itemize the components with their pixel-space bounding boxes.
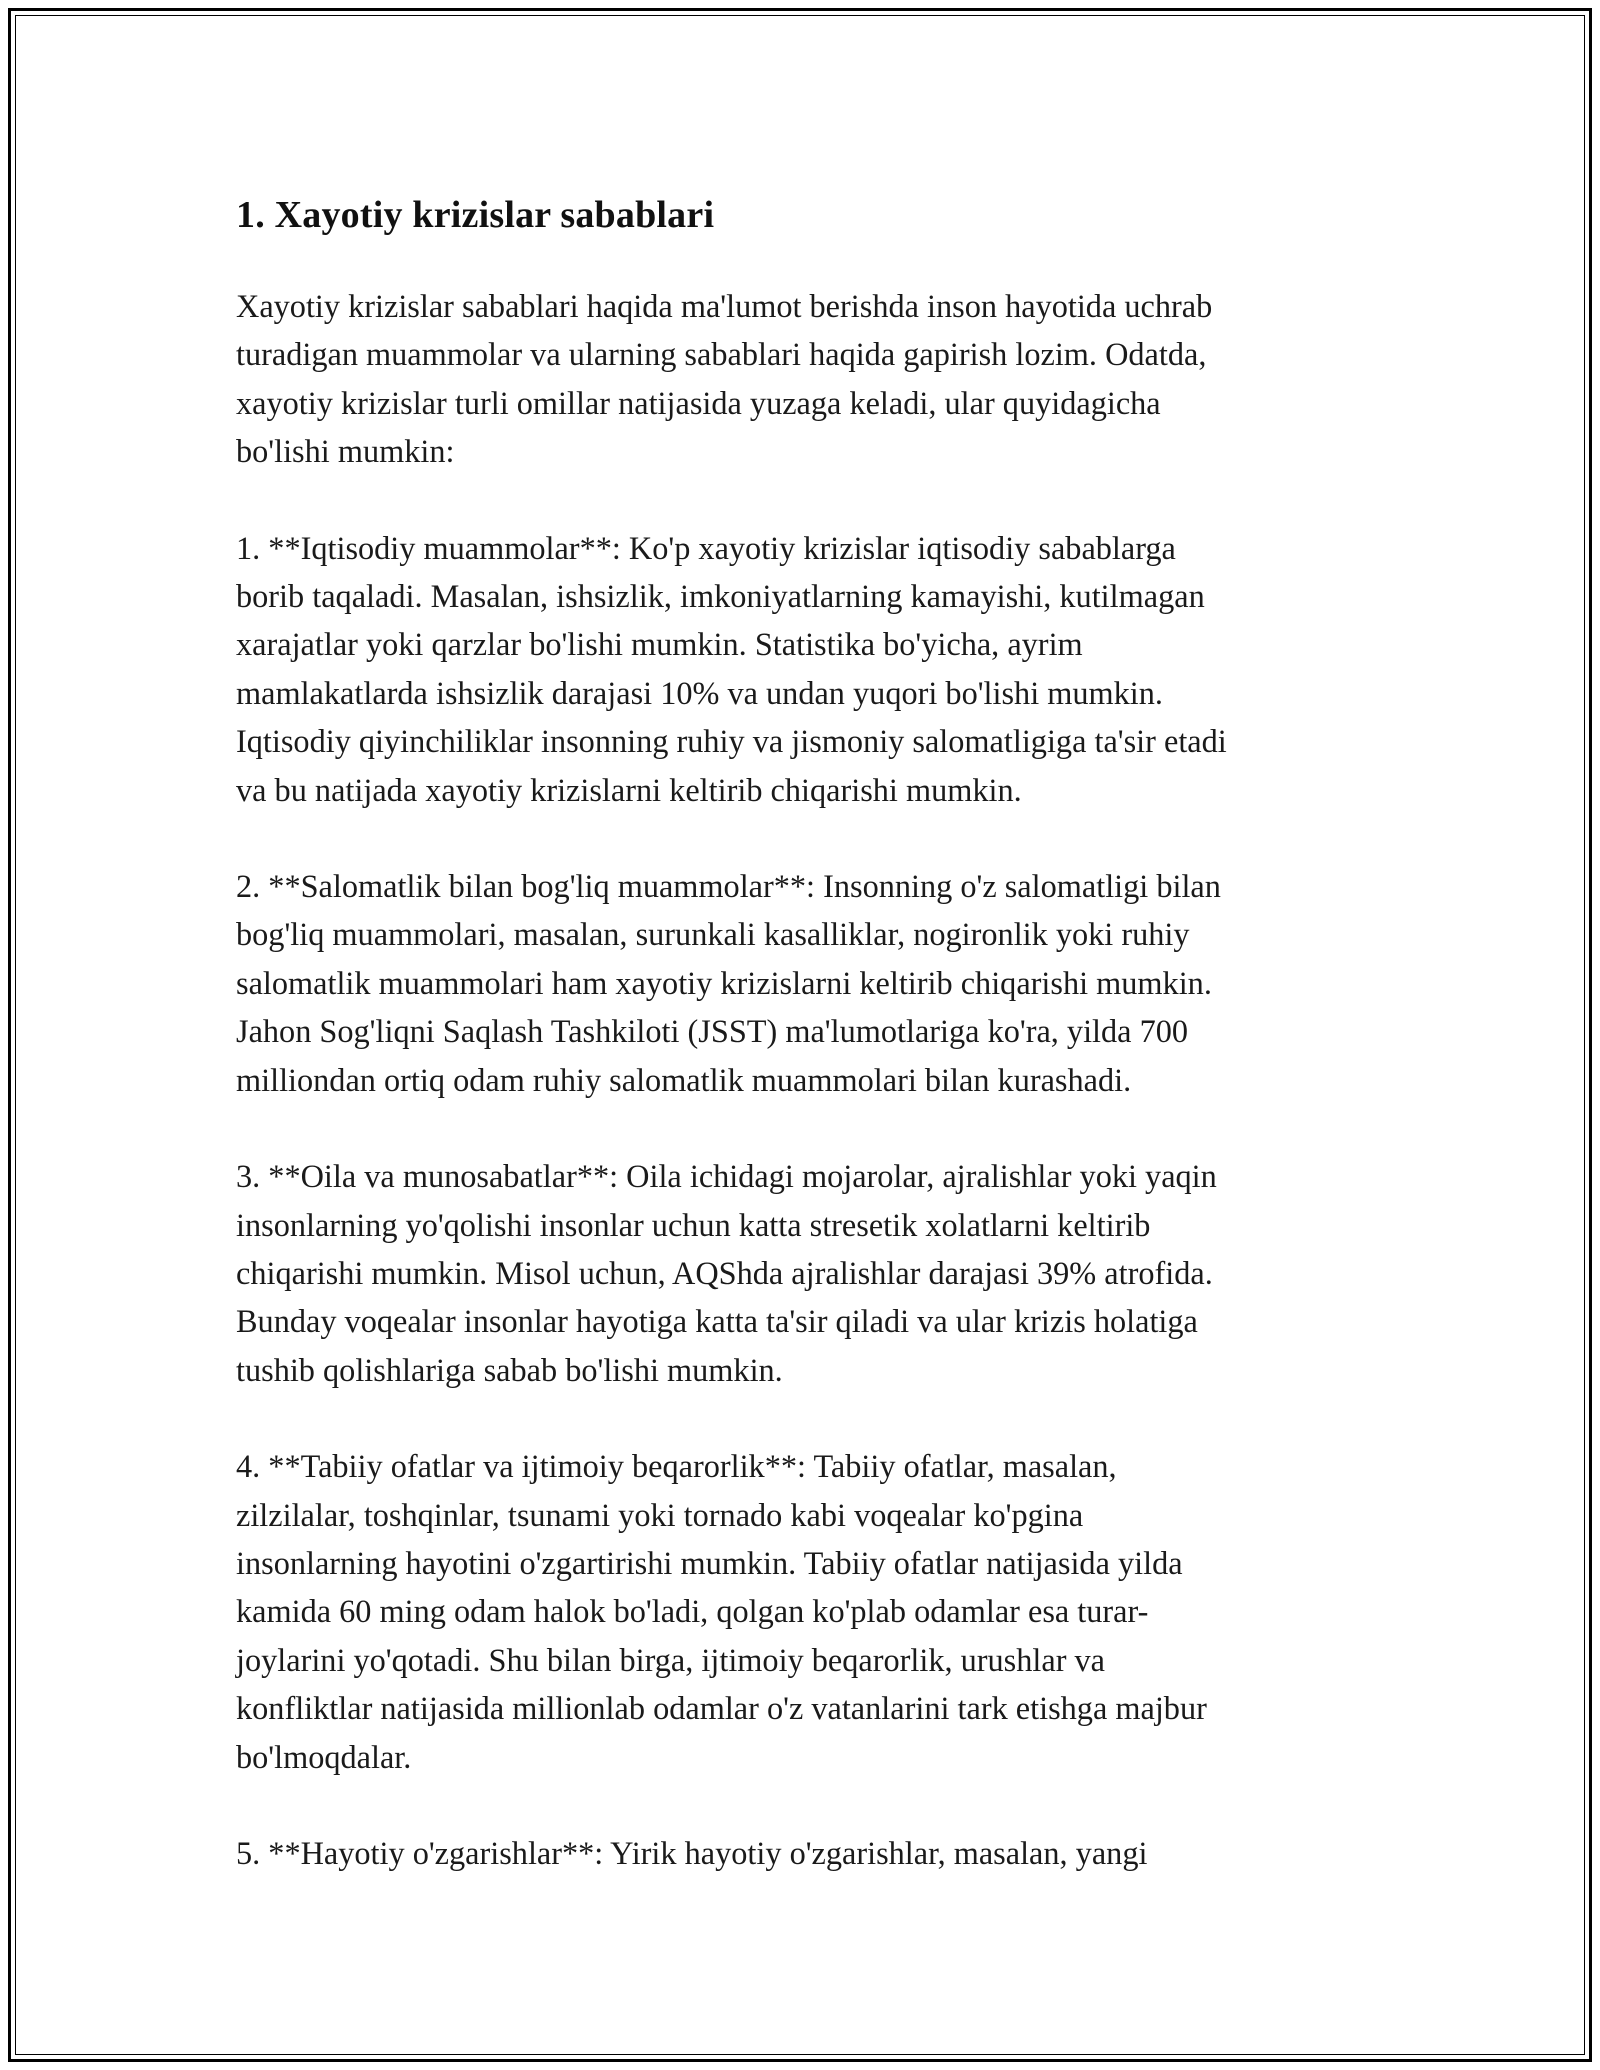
text-line: Jahon Sog'liqni Saqlash Tashkiloti (JSST) ma'lumotlariga ko'ra, yilda 700 [236,1013,1189,1050]
intro-paragraph [236,282,1376,476]
text-line: xarajatlar yoki qarzlar bo'lishi mumkin. Statistika bo'yicha, ayrim [236,626,1083,663]
text-line: bog'liq muammolari, masalan, surunkali kasalliklar, nogironlik yoki ruhiy [236,916,1190,953]
text-line: konfliktlar natijasida millionlab odamlar o'z vatanlarini tark etishga majbur [236,1690,1207,1727]
text-line: salomatlik muammolari ham xayotiy krizislarni keltirib chiqarishi mumkin. [236,964,1212,1001]
text-line: va bu natijada xayotiy krizislarni keltirib chiqarishi mumkin. [236,771,1022,808]
text-line: bo'lishi mumkin: [236,433,455,470]
text-line: tushib qolishlariga sabab bo'lishi mumkin. [236,1351,783,1388]
text-line: 2. **Salomatlik bilan bog'liq muammolar**: Insonning o'z salomatligi bilan [236,868,1221,905]
text-line: turadigan muammolar va ularning sabablari haqida gapirish lozim. Odatda, [236,336,1207,373]
text-line: borib taqaladi. Masalan, ishsizlik, imkoniyatlarning kamayishi, kutilmagan [236,578,1205,615]
item-5-paragraph [236,1829,1376,1877]
text-line: 1. **Iqtisodiy muammolar**: Ko'p xayotiy krizislar iqtisodiy sabablarga [236,529,1176,566]
text-line: insonlarning yo'qolishi insonlar uchun katta stresetik xolatlarni keltirib [236,1206,1151,1243]
text-line: 3. **Oila va munosabatlar**: Oila ichidagi mojarolar, ajralishlar yoki yaqin [236,1158,1217,1195]
document-body [236,186,1376,1925]
item-3-paragraph [236,1152,1376,1394]
text-line: insonlarning hayotini o'zgartirishi mumkin. Tabiiy ofatlar natijasida yilda [236,1544,1183,1581]
text-line: chiqarishi mumkin. Misol uchun, AQShda ajralishlar darajasi 39% atrofida. [236,1254,1213,1291]
text-line: kamida 60 ming odam halok bo'ladi, qolgan ko'plab odamlar esa turar- [236,1593,1149,1630]
item-2-paragraph [236,862,1376,1104]
text-line: Xayotiy krizislar sabablari haqida ma'lumot berishda inson hayotida uchrab [236,288,1213,324]
section-heading: 1. Xayotiy krizislar sabablari [236,194,715,236]
text-line: 4. **Tabiiy ofatlar va ijtimoiy beqarorlik**: Tabiiy ofatlar, masalan, [236,1448,1117,1485]
text-line: Bunday voqealar insonlar hayotiga katta ta'sir qiladi va ular krizis holatiga [236,1303,1198,1340]
text-line: Iqtisodiy qiyinchiliklar insonning ruhiy va jismoniy salomatligiga ta'sir etadi [236,723,1227,760]
text-line: zilzilalar, toshqinlar, tsunami yoki tornado kabi voqealar ko'pgina [236,1496,1084,1533]
text-line: joylarini yo'qotadi. Shu bilan birga, ijtimoiy beqarorlik, urushlar va [236,1641,1106,1678]
text-line: milliondan ortiq odam ruhiy salomatlik muammolari bilan kurashadi. [236,1061,1132,1098]
text-line: 5. **Hayotiy o'zgarishlar**: Yirik hayotiy o'zgarishlar, masalan, yangi [236,1834,1148,1871]
text-line: xayotiy krizislar turli omillar natijasida yuzaga keladi, ular quyidagicha [236,384,1161,421]
text-line: bo'lmoqdalar. [236,1738,412,1775]
item-4-paragraph [236,1442,1376,1781]
text-line: mamlakatlarda ishsizlik darajasi 10% va undan yuqori bo'lishi mumkin. [236,674,1163,711]
item-1-paragraph [236,524,1376,814]
